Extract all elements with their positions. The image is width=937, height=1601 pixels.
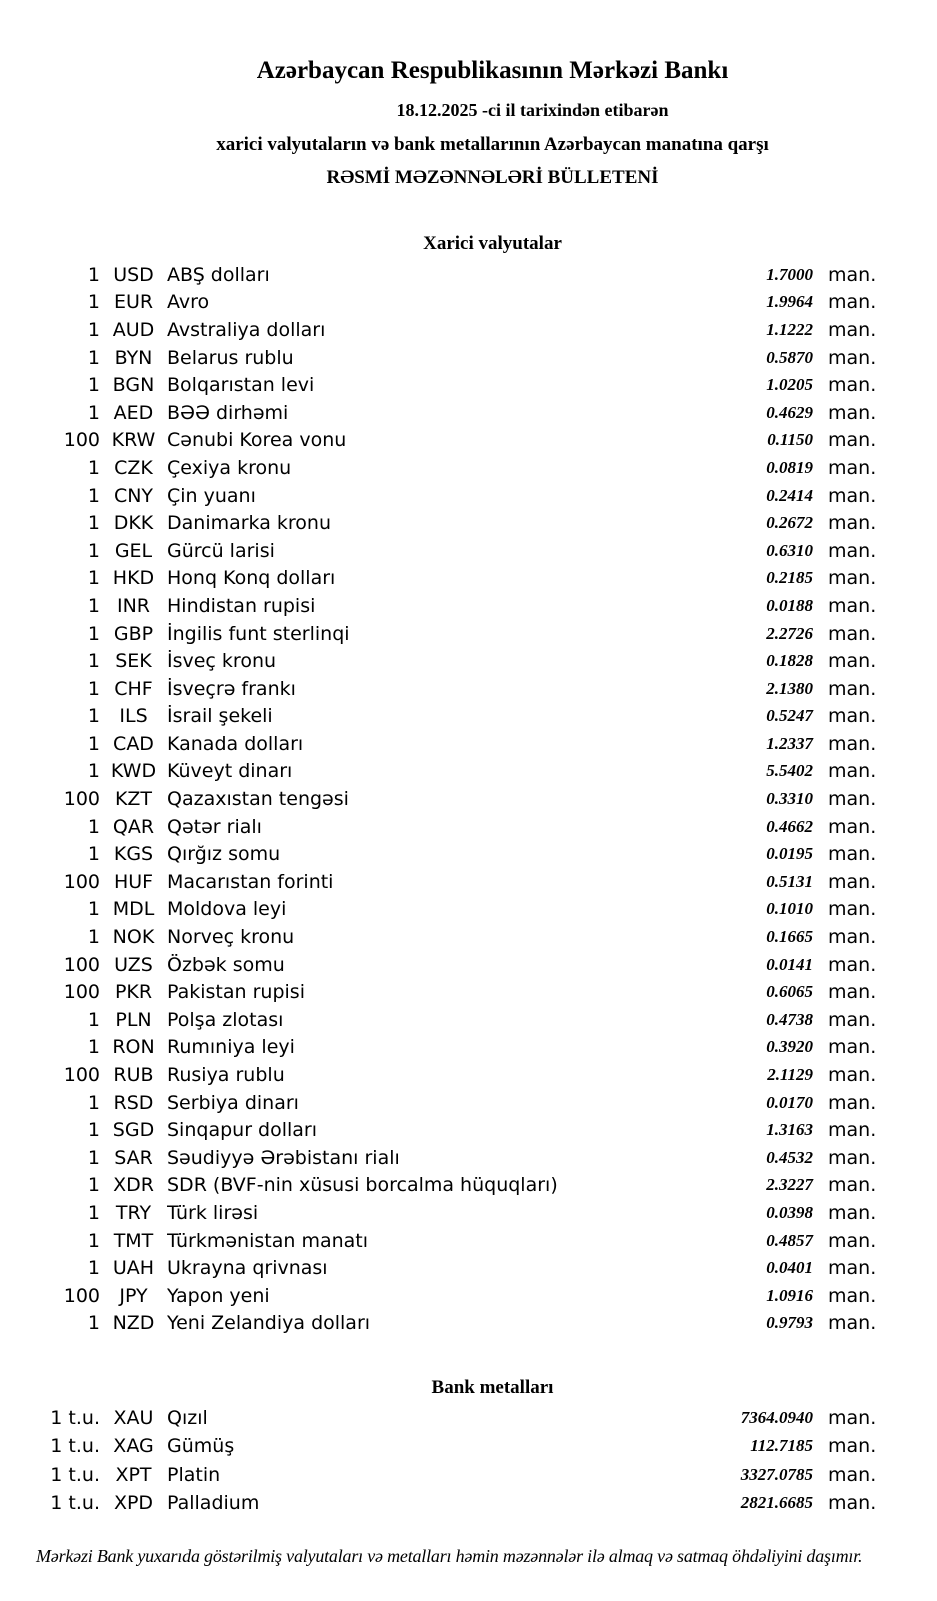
table-row [0, 620, 937, 648]
table-row [0, 1254, 937, 1282]
row-quantity: 1 [87, 1119, 100, 1142]
row-quantity: 100 [63, 429, 100, 452]
table-row [0, 537, 937, 565]
row-currency-name: Rusiya rublu [167, 1064, 285, 1087]
row-currency-name: Palladium [167, 1491, 260, 1514]
table-row [0, 565, 937, 593]
row-currency-code: JPY [119, 1284, 148, 1307]
row-currency-name: Belarus rublu [167, 346, 294, 369]
row-rate: 0.1665 [766, 927, 813, 947]
row-quantity: 1 [87, 1146, 100, 1169]
row-rate: 3327.0785 [740, 1464, 813, 1484]
row-rate: 1.1222 [766, 319, 813, 339]
row-currency-code: QAR [112, 815, 155, 838]
row-currency-name: Gürcü larisi [167, 539, 275, 562]
row-currency-name: İsrail şekeli [167, 705, 273, 728]
row-unit: man. [828, 1229, 877, 1252]
row-quantity: 1 [87, 1036, 100, 1059]
row-rate: 5.5402 [766, 761, 813, 781]
row-unit: man. [828, 843, 877, 866]
row-rate: 0.4532 [766, 1147, 813, 1167]
row-currency-name: Yeni Zelandiya dolları [167, 1312, 371, 1335]
row-rate: 0.0819 [766, 457, 813, 477]
row-quantity: 1 [87, 1312, 100, 1335]
table-row [0, 703, 937, 731]
row-currency-code: XAG [113, 1435, 154, 1458]
row-currency-name: Danimarka kronu [167, 512, 332, 535]
row-rate: 2.2726 [766, 623, 813, 643]
row-quantity: 1 [87, 374, 100, 397]
section-heading-currencies: Xarici valyutalar [423, 233, 562, 254]
row-rate: 0.3920 [766, 1037, 813, 1057]
row-rate: 0.5870 [766, 347, 813, 367]
row-rate: 0.4629 [766, 402, 813, 422]
row-currency-name: Avro [167, 291, 210, 314]
table-row [0, 647, 937, 675]
row-quantity: 100 [63, 1064, 100, 1087]
row-unit: man. [828, 1036, 877, 1059]
row-unit: man. [828, 1257, 877, 1280]
row-quantity: 1 [87, 318, 100, 341]
currency-rate-table [0, 261, 937, 1337]
row-quantity: 1 [87, 594, 100, 617]
table-row [0, 1404, 937, 1432]
row-currency-name: Qızıl [167, 1407, 208, 1430]
row-currency-code: HKD [112, 567, 155, 590]
row-unit: man. [828, 1091, 877, 1114]
row-currency-code: AED [113, 401, 154, 424]
row-currency-name: SDR (BVF-nin xüsusi borcalma hüquqları) [167, 1174, 558, 1197]
table-row [0, 1144, 937, 1172]
row-rate: 0.0141 [766, 954, 813, 974]
row-rate: 1.9964 [766, 292, 813, 312]
row-quantity: 1 [87, 732, 100, 755]
row-unit: man. [828, 1201, 877, 1224]
row-currency-code: HUF [113, 870, 154, 893]
row-unit: man. [828, 1407, 877, 1430]
row-unit: man. [828, 401, 877, 424]
row-rate: 0.2672 [766, 513, 813, 533]
row-quantity: 1 [87, 567, 100, 590]
row-rate: 0.2185 [766, 568, 813, 588]
row-currency-code: SAR [114, 1146, 153, 1169]
row-currency-name: Yapon yeni [167, 1284, 270, 1307]
row-currency-name: İsveçrə frankı [167, 677, 296, 700]
row-quantity: 1 t.u. [50, 1435, 100, 1458]
row-quantity: 1 [87, 484, 100, 507]
row-currency-code: TRY [115, 1201, 152, 1224]
bulletin-header [0, 0, 937, 189]
row-unit: man. [828, 705, 877, 728]
row-unit: man. [828, 1463, 877, 1486]
table-row [0, 1282, 937, 1310]
row-currency-code: CNY [113, 484, 154, 507]
row-unit: man. [828, 512, 877, 535]
row-quantity: 1 [87, 760, 100, 783]
row-quantity: 1 [87, 1008, 100, 1031]
row-quantity: 1 [87, 650, 100, 673]
row-currency-code: CZK [114, 456, 153, 479]
row-rate: 0.0188 [766, 595, 813, 615]
row-currency-name: ABŞ dolları [167, 263, 270, 286]
row-rate: 0.4738 [766, 1009, 813, 1029]
row-currency-name: Küveyt dinarı [167, 760, 293, 783]
metal-rate-table [0, 1404, 937, 1517]
row-currency-name: Sinqapur dolları [167, 1119, 318, 1142]
row-currency-code: EUR [113, 291, 154, 314]
row-currency-code: ILS [119, 705, 148, 728]
row-currency-code: KWD [110, 760, 157, 783]
row-currency-code: KZT [114, 788, 153, 811]
row-quantity: 100 [63, 953, 100, 976]
row-unit: man. [828, 1174, 877, 1197]
row-unit: man. [828, 788, 877, 811]
row-unit: man. [828, 374, 877, 397]
row-rate: 2.1380 [766, 678, 813, 698]
row-rate: 0.0398 [766, 1202, 813, 1222]
row-quantity: 100 [63, 870, 100, 893]
row-currency-name: Avstraliya dolları [167, 318, 326, 341]
row-currency-name: Çin yuanı [167, 484, 256, 507]
row-currency-name: Səudiyyə Ərəbistanı rialı [167, 1146, 400, 1169]
row-rate: 112.7185 [750, 1436, 813, 1456]
table-row [0, 1034, 937, 1062]
row-quantity: 1 [87, 512, 100, 535]
row-quantity: 100 [63, 788, 100, 811]
page-title: Azərbaycan Respublikasının Mərkəzi Bankı [256, 57, 729, 84]
row-rate: 0.1010 [766, 899, 813, 919]
row-unit: man. [828, 594, 877, 617]
row-unit: man. [828, 953, 877, 976]
row-quantity: 1 [87, 346, 100, 369]
row-unit: man. [828, 732, 877, 755]
row-currency-code: DKK [113, 512, 154, 535]
row-rate: 0.0170 [766, 1092, 813, 1112]
row-currency-code: XDR [113, 1174, 154, 1197]
row-currency-name: Rumıniya leyi [167, 1036, 295, 1059]
row-unit: man. [828, 318, 877, 341]
row-rate: 0.9793 [766, 1313, 813, 1333]
row-currency-name: Qırğız somu [167, 843, 281, 866]
row-rate: 2.1129 [767, 1065, 813, 1085]
row-quantity: 100 [63, 1284, 100, 1307]
row-rate: 0.2414 [766, 485, 813, 505]
row-unit: man. [828, 1312, 877, 1335]
row-currency-code: PKR [114, 981, 153, 1004]
row-rate: 1.3163 [766, 1120, 813, 1140]
row-quantity: 1 [87, 1091, 100, 1114]
row-currency-name: Cənubi Korea vonu [167, 429, 347, 452]
row-quantity: 1 [87, 926, 100, 949]
subject-line: xarici valyutaların və bank metallarının Azərbaycan manatına qarşı [216, 134, 769, 155]
footer-disclaimer: Mərkəzi Bank yuxarıda göstərilmiş valyutaları və metalları həmin məzənnələr ilə almaq və satmaq öhdəliyini daşımır. [36, 1545, 863, 1566]
table-row [0, 344, 937, 372]
row-currency-name: Macarıstan forinti [167, 870, 334, 893]
row-currency-name: İngilis funt sterlinqi [167, 622, 350, 645]
row-unit: man. [828, 981, 877, 1004]
row-rate: 0.4662 [766, 816, 813, 836]
row-currency-name: Türk lirəsi [167, 1201, 259, 1224]
row-currency-code: SEK [115, 650, 152, 673]
row-unit: man. [828, 539, 877, 562]
row-currency-code: PLN [115, 1008, 152, 1031]
row-currency-code: AUD [112, 318, 155, 341]
row-currency-code: SGD [112, 1119, 155, 1142]
row-unit: man. [828, 760, 877, 783]
row-unit: man. [828, 263, 877, 286]
row-quantity: 1 [87, 291, 100, 314]
table-row [0, 813, 937, 841]
table-row [0, 675, 937, 703]
table-row [0, 951, 937, 979]
row-quantity: 1 [87, 898, 100, 921]
row-rate: 1.0916 [766, 1285, 813, 1305]
row-unit: man. [828, 1284, 877, 1307]
row-quantity: 1 t.u. [50, 1407, 100, 1430]
row-unit: man. [828, 926, 877, 949]
row-rate: 7364.0940 [740, 1408, 813, 1428]
row-quantity: 1 [87, 1201, 100, 1224]
row-currency-name: Ukrayna qrivnası [167, 1257, 328, 1280]
row-unit: man. [828, 650, 877, 673]
row-unit: man. [828, 567, 877, 590]
row-currency-code: UZS [114, 953, 153, 976]
table-row [0, 1461, 937, 1489]
table-row [0, 840, 937, 868]
row-unit: man. [828, 1064, 877, 1087]
row-rate: 2.3227 [766, 1175, 813, 1195]
row-rate: 0.6310 [766, 540, 813, 560]
row-currency-code: RUB [113, 1064, 154, 1087]
table-row [0, 978, 937, 1006]
row-currency-code: NOK [112, 926, 155, 949]
row-rate: 0.0401 [766, 1258, 813, 1278]
row-currency-code: GEL [114, 539, 153, 562]
table-row [0, 1061, 937, 1089]
row-currency-code: BYN [114, 346, 153, 369]
row-currency-name: Qətər rialı [167, 815, 262, 838]
table-row [0, 482, 937, 510]
row-currency-code: NZD [112, 1312, 155, 1335]
row-unit: man. [828, 291, 877, 314]
table-row [0, 868, 937, 896]
row-rate: 1.0205 [766, 375, 813, 395]
row-unit: man. [828, 898, 877, 921]
table-row [0, 1006, 937, 1034]
row-quantity: 1 [87, 263, 100, 286]
table-row [0, 785, 937, 813]
row-currency-code: XAU [113, 1407, 154, 1430]
row-currency-code: RSD [113, 1091, 154, 1114]
row-quantity: 1 [87, 677, 100, 700]
row-currency-name: İsveç kronu [167, 650, 277, 673]
row-currency-code: KGS [113, 843, 154, 866]
row-currency-name: Özbək somu [167, 953, 285, 976]
table-row [0, 1116, 937, 1144]
row-currency-code: XPD [113, 1491, 154, 1514]
table-row [0, 1310, 937, 1338]
row-currency-name: Serbiya dinarı [167, 1091, 299, 1114]
table-row [0, 1089, 937, 1117]
row-currency-name: Pakistan rupisi [167, 981, 305, 1004]
row-currency-name: Gümüş [167, 1435, 235, 1458]
table-row [0, 427, 937, 455]
table-row [0, 399, 937, 427]
row-rate: 1.2337 [766, 733, 813, 753]
row-currency-name: Honq Konq dolları [167, 567, 336, 590]
row-rate: 0.5247 [766, 706, 813, 726]
table-row [0, 730, 937, 758]
row-currency-code: CAD [113, 732, 154, 755]
row-currency-name: Kanada dolları [167, 732, 304, 755]
row-quantity: 100 [63, 981, 100, 1004]
table-row [0, 261, 937, 289]
row-currency-name: Qazaxıstan tengəsi [167, 788, 349, 811]
row-currency-name: Polşa zlotası [167, 1008, 284, 1031]
row-currency-name: Çexiya kronu [167, 456, 292, 479]
row-unit: man. [828, 1119, 877, 1142]
table-row [0, 758, 937, 786]
row-quantity: 1 [87, 705, 100, 728]
table-row [0, 1227, 937, 1255]
table-row [0, 1199, 937, 1227]
row-rate: 0.1150 [767, 430, 813, 450]
table-row [0, 509, 937, 537]
row-quantity: 1 [87, 539, 100, 562]
row-quantity: 1 t.u. [50, 1491, 100, 1514]
table-row [0, 896, 937, 924]
table-row [0, 454, 937, 482]
row-rate: 2821.6685 [740, 1492, 813, 1512]
row-quantity: 1 [87, 622, 100, 645]
table-row [0, 316, 937, 344]
row-unit: man. [828, 1491, 877, 1514]
row-currency-code: GBP [113, 622, 154, 645]
row-quantity: 1 [87, 1229, 100, 1252]
table-row [0, 1489, 937, 1517]
row-unit: man. [828, 1146, 877, 1169]
row-currency-code: MDL [112, 898, 155, 921]
row-quantity: 1 [87, 456, 100, 479]
row-rate: 0.3310 [766, 789, 813, 809]
row-unit: man. [828, 346, 877, 369]
row-rate: 0.4857 [766, 1230, 813, 1250]
row-currency-code: BGN [112, 374, 155, 397]
row-unit: man. [828, 677, 877, 700]
row-currency-code: RON [112, 1036, 155, 1059]
row-unit: man. [828, 622, 877, 645]
row-currency-name: Moldova leyi [167, 898, 287, 921]
row-currency-code: INR [116, 594, 151, 617]
row-currency-name: Platin [167, 1463, 221, 1486]
row-currency-code: CHF [114, 677, 153, 700]
row-currency-name: Hindistan rupisi [167, 594, 316, 617]
row-quantity: 1 [87, 401, 100, 424]
section-heading-metals: Bank metalları [431, 1377, 554, 1399]
row-quantity: 1 [87, 1174, 100, 1197]
row-currency-code: TMT [113, 1229, 154, 1252]
row-unit: man. [828, 484, 877, 507]
table-row [0, 592, 937, 620]
row-currency-name: BƏƏ dirhəmi [167, 401, 289, 424]
row-currency-name: Norveç kronu [167, 926, 295, 949]
effective-date-line: 18.12.2025 -ci il tarixindən etibarən [396, 100, 669, 120]
row-unit: man. [828, 1435, 877, 1458]
row-unit: man. [828, 870, 877, 893]
row-unit: man. [828, 429, 877, 452]
row-rate: 0.0195 [766, 844, 813, 864]
row-currency-code: USD [113, 263, 154, 286]
row-rate: 0.5131 [766, 871, 813, 891]
table-row [0, 371, 937, 399]
row-currency-code: KRW [111, 429, 156, 452]
row-quantity: 1 t.u. [50, 1463, 100, 1486]
row-quantity: 1 [87, 1257, 100, 1280]
row-unit: man. [828, 815, 877, 838]
row-rate: 1.7000 [766, 264, 813, 284]
row-quantity: 1 [87, 843, 100, 866]
row-currency-code: XPT [115, 1463, 152, 1486]
row-currency-code: UAH [112, 1257, 155, 1280]
row-currency-name: Bolqarıstan levi [167, 374, 315, 397]
table-row [0, 1172, 937, 1200]
table-row [0, 289, 937, 317]
row-rate: 0.1828 [766, 651, 813, 671]
row-unit: man. [828, 456, 877, 479]
row-rate: 0.6065 [766, 982, 813, 1002]
row-quantity: 1 [87, 815, 100, 838]
table-row [0, 1432, 937, 1460]
table-row [0, 923, 937, 951]
row-unit: man. [828, 1008, 877, 1031]
bulletin-title: RƏSMİ MƏZƏNNƏLƏRİ BÜLLETENİ [326, 167, 659, 188]
row-currency-name: Türkmənistan manatı [167, 1229, 369, 1252]
